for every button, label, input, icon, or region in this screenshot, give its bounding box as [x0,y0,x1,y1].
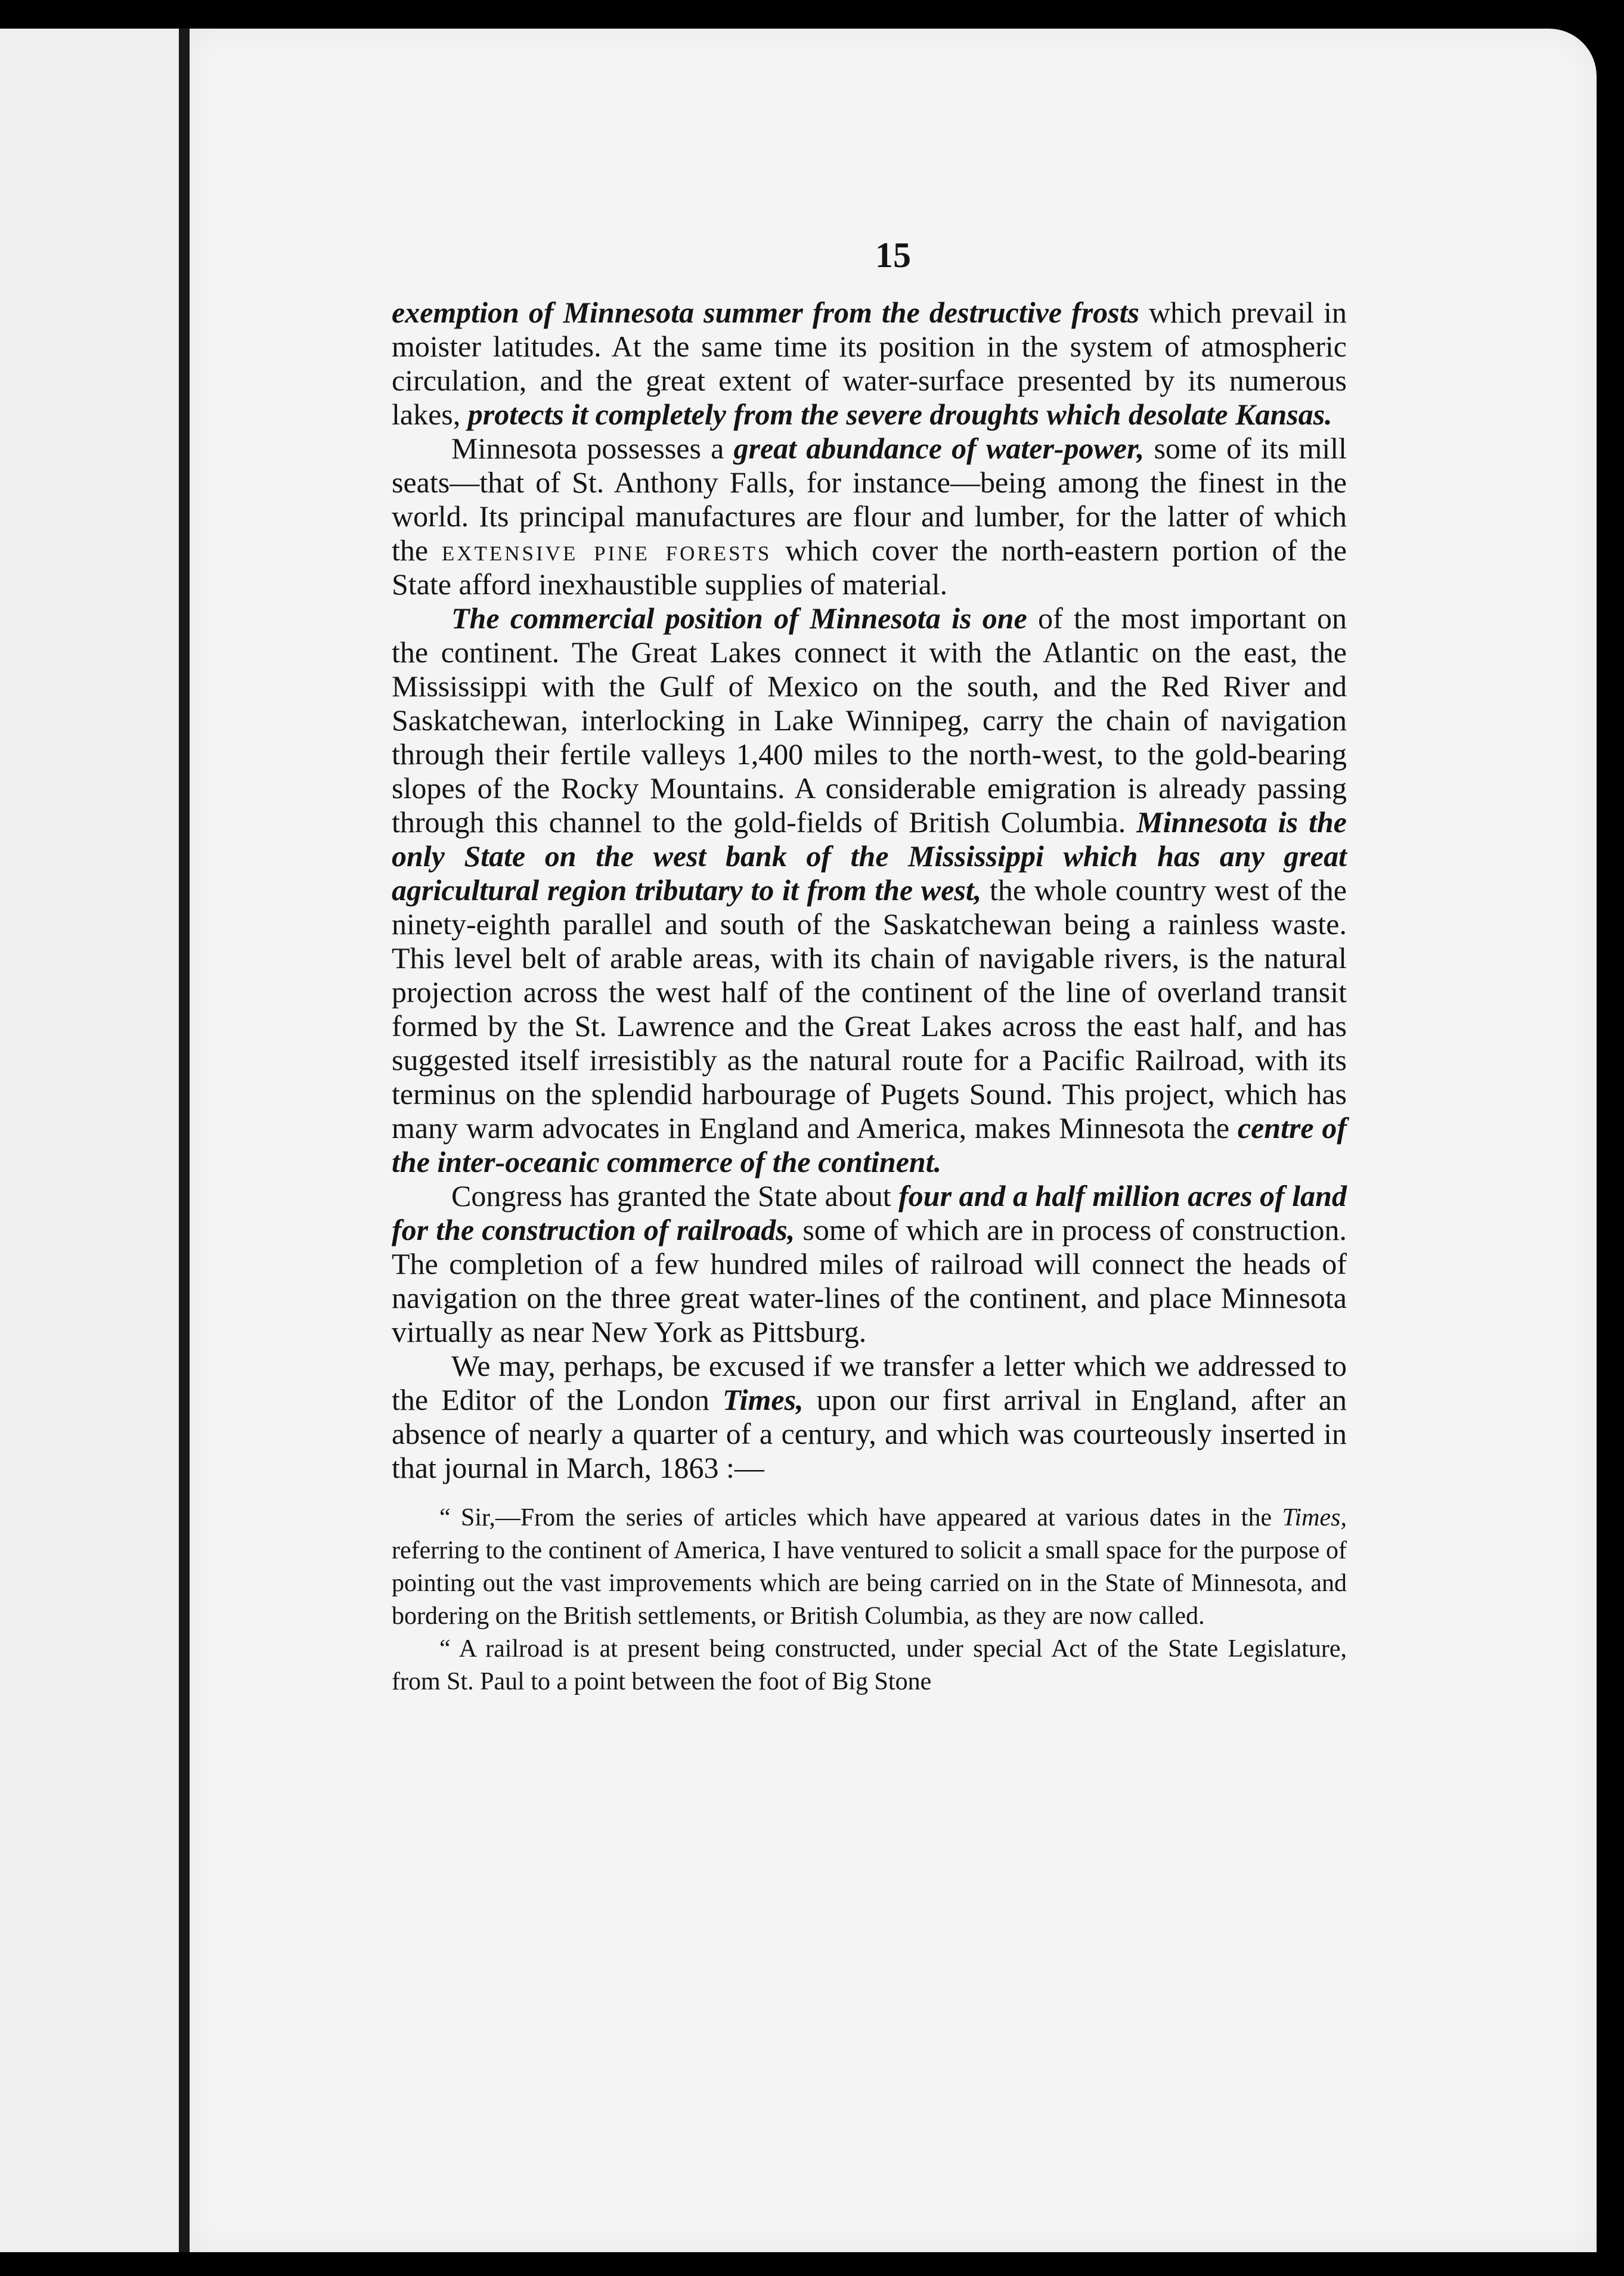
text-run: some of its mill seats—that of St. Anthony Falls, for instance—being among the finest in the world. Its principal manufactures are flour and lumber, for the latter of which the [392,432,1347,567]
body-text [392,296,1347,1698]
paragraph [392,1349,1347,1485]
text-run: Minnesota possesses a [451,432,734,465]
emphasized-text: great abundance of water-power, [733,432,1145,465]
emphasized-text: protects it completely from the severe droughts which desolate Kansas. [467,398,1332,431]
text-run: upon our first arrival in England, after an absence of nearly a quarter of a century, and which was courteously inserted in that journal in March, 1863 :— [392,1383,1347,1484]
text-run: the whole country west of the ninety-eighth parallel and south of the Saskatchewan being a rainless waste. This level belt of arable areas, with its chain of navigable rivers, is the natural projection across the west half of the continent of the line of overland transit formed by the St. Lawrence and the Great Lakes across the east half, and has suggested itself irresistibly as the natural route for a Pacific Railroad, with its terminus on the splendid harbourage of Pugets Sound. This project, which has many warm advocates in England and America, makes Minnesota the [392,873,1347,1145]
emphasized-text: four and a half million acres of land for the construction of railroads, [392,1179,1347,1246]
text-run: “ A railroad is at present being constructed, under special Act of the State Legislature, from St. Paul to a point between the foot of Big Stone [392,1635,1347,1695]
text-run: some of which are in process of construction. The completion of a few hundred miles of railroad will connect the heads of navigation on the three great water-lines of the continent, and place Minnesota virtually as near New York as Pittsburg. [392,1213,1347,1348]
text-run: which cover the north-eastern portion of the State afford inexhaustible supplies of material. [392,534,1347,601]
emphasized-text: centre of the inter-oceanic commerce of the continent. [392,1111,1347,1179]
paragraph [392,601,1347,1179]
emphasized-text: extensive pine forests [441,534,772,567]
emphasized-text: Times, [1282,1504,1347,1531]
quoted-letter-paragraph [392,1502,1347,1633]
text-run: We may, perhaps, be excused if we transfer a letter which we addressed to the Editor of the London [392,1349,1347,1416]
text-run: “ Sir,—From the series of articles which have appeared at various dates in the [439,1504,1282,1531]
text-run: Congress has granted the State about [451,1179,899,1213]
paragraph [392,296,1347,432]
emphasized-text: exemption of Minnesota summer from the destructive frosts [392,296,1139,329]
emphasized-text: Minnesota is the only State on the west bank of the Mississippi which has any great agricultural region tributary to it from the west, [392,805,1347,907]
text-run: referring to the continent of America, I have ventured to solicit a small space for the purpose of pointing out the vast improvements which are being carried on in the State of Minnesota, and bordering on the British settlements, or British Columbia, as they are now called. [392,1537,1347,1630]
text-run: which prevail in moister latitudes. At the same time its position in the system of atmospheric circulation, and the great extent of water-surface presented by its numerous lakes, [392,296,1347,431]
page-number: 15 [875,235,911,275]
emphasized-text: Times, [722,1383,804,1416]
emphasized-text: The commercial position of Minnesota is one [451,601,1027,635]
paragraph [392,432,1347,601]
quoted-letter-paragraph [392,1633,1347,1698]
text-run: of the most important on the continent. The Great Lakes connect it with the Atlantic on the east, the Mississippi with the Gulf of Mexico on the south, and the Red River and Saskatchewan, interlocking in Lake Winnipeg, carry the chain of navigation through their fertile valleys 1,400 miles to the north-west, to the gold-bearing slopes of the Rocky Mountains. A considerable emigration is already passing through this channel to the gold-fields of British Columbia. [392,601,1347,839]
paragraph [392,1179,1347,1349]
left-page-edge [0,29,190,2252]
book-page [190,29,1597,2252]
